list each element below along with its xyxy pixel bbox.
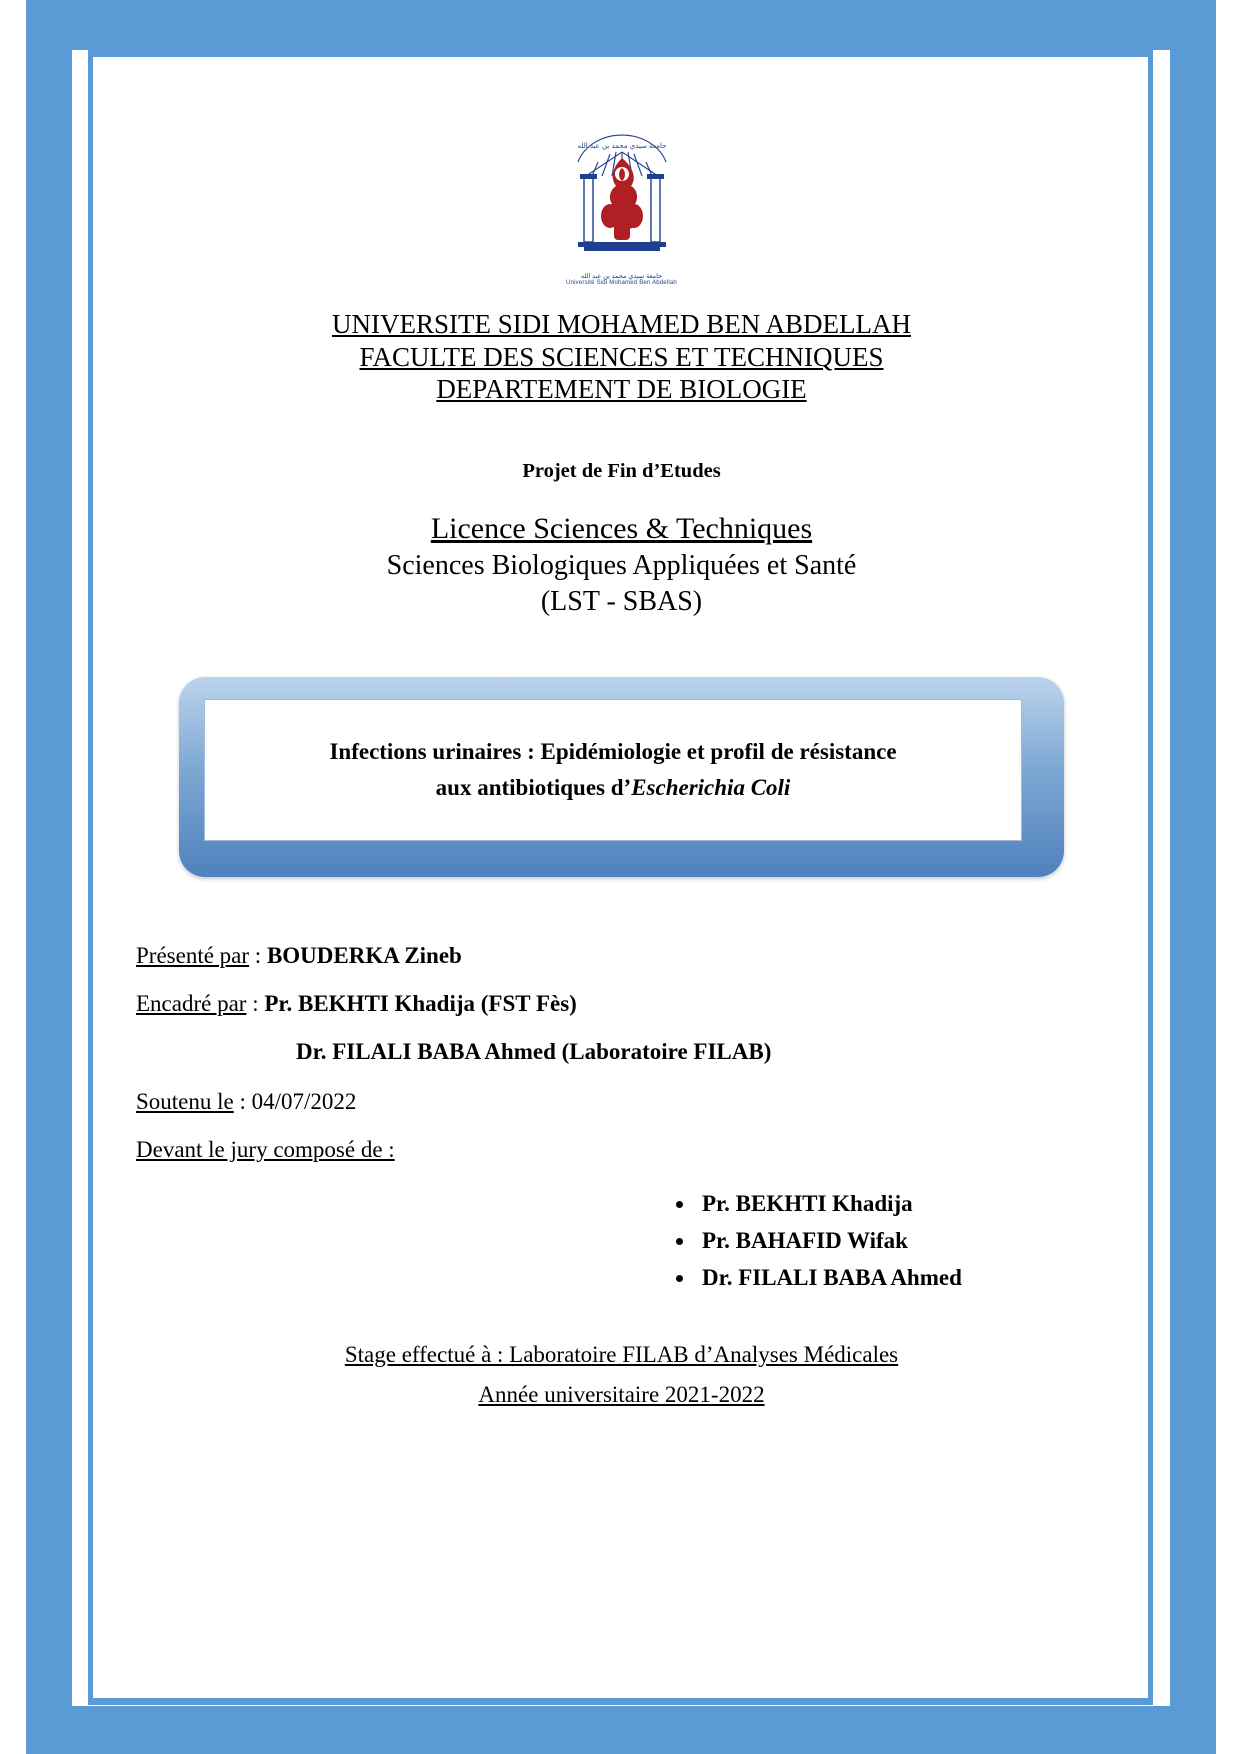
logo-caption-ar: جامعة سيدي محمد بن عبد الله <box>580 273 663 280</box>
title-box-inner <box>204 699 1022 841</box>
thesis-title-box <box>179 677 1064 877</box>
jury-label: Devant le jury composé de : <box>136 1136 395 1162</box>
degree-line-3: (LST - SBAS) <box>540 586 703 618</box>
page-border-left <box>88 50 93 1705</box>
page-border-bottom <box>88 1698 1153 1705</box>
list-item: • Pr. BEKHTI Khadija <box>696 1185 1143 1222</box>
logo-caption-fr: Université Sidi Mohamed Ben Abdellah <box>566 280 677 286</box>
department-name: DEPARTEMENT DE BIOLOGIE <box>436 374 807 405</box>
cover-content <box>100 60 1143 1690</box>
logo-graphic <box>560 118 684 286</box>
thesis-title-line-2-prefix: aux antibiotiques d’ <box>435 774 632 800</box>
list-item: • Pr. BAHAFID Wifak <box>696 1222 1143 1259</box>
thesis-title-line-1: Infections urinaires : Epidémiologie et profil de résistance <box>329 739 897 765</box>
supervised-by-value-2: Dr. FILALI BABA Ahmed (Laboratoire FILAB) <box>296 1038 772 1064</box>
jury-label-row <box>136 1137 1143 1163</box>
defense-date-separator: : <box>233 1088 252 1114</box>
supervised-by-value: Pr. BEKHTI Khadija (FST Fès) <box>264 990 577 1016</box>
university-logo <box>100 118 1143 286</box>
decorative-bar-bottom <box>72 1706 1170 1754</box>
internship-location: Stage effectué à : Laboratoire FILAB d’Analyses Médicales <box>344 1341 899 1367</box>
page-border-right <box>1148 50 1153 1705</box>
defense-date-label: Soutenu le <box>136 1088 234 1114</box>
svg-text:جامعة سيدي محمد بن عبد الله: جامعة سيدي محمد بن عبد الله <box>577 142 666 150</box>
university-header <box>100 308 1143 406</box>
university-name: UNIVERSITE SIDI MOHAMED BEN ABDELLAH <box>332 309 911 339</box>
logo-svg <box>560 118 684 286</box>
footer-block <box>100 1335 1143 1416</box>
degree-block <box>100 509 1143 621</box>
page-margin-right <box>1216 0 1241 1754</box>
jury-list <box>136 1185 1143 1297</box>
decorative-bar-left <box>26 0 72 1754</box>
faculty-name: FACULTE DES SCIENCES ET TECHNIQUES <box>359 341 884 372</box>
degree-line-2: Sciences Biologiques Appliquées et Santé <box>386 549 857 581</box>
supervised-by-separator: : <box>246 990 265 1016</box>
thesis-title-line-2 <box>436 770 791 806</box>
decorative-bar-right <box>1170 0 1216 1754</box>
academic-year: Année universitaire 2021-2022 <box>478 1381 765 1407</box>
page-margin-left <box>0 0 26 1754</box>
presented-by-row <box>136 943 1143 969</box>
logo-caption <box>560 272 684 286</box>
defense-date-value: 04/07/2022 <box>251 1088 357 1114</box>
defense-date-row <box>136 1089 1143 1115</box>
supervised-by-label: Encadré par <box>136 990 247 1016</box>
presented-by-label: Présenté par <box>136 942 250 968</box>
degree-line-1: Licence Sciences & Techniques <box>430 511 813 545</box>
project-type: Projet de Fin d’Etudes <box>522 459 721 482</box>
supervised-by-row <box>136 991 1143 1017</box>
list-item: • Dr. FILALI BABA Ahmed <box>696 1259 1143 1296</box>
decorative-bar-top <box>72 0 1170 50</box>
page-border-top <box>88 50 1153 57</box>
presented-by-separator: : <box>249 942 267 968</box>
thesis-title-species: Escherichia Coli <box>631 774 791 800</box>
presented-by-value: BOUDERKA Zineb <box>266 942 462 968</box>
info-block <box>100 943 1143 1297</box>
